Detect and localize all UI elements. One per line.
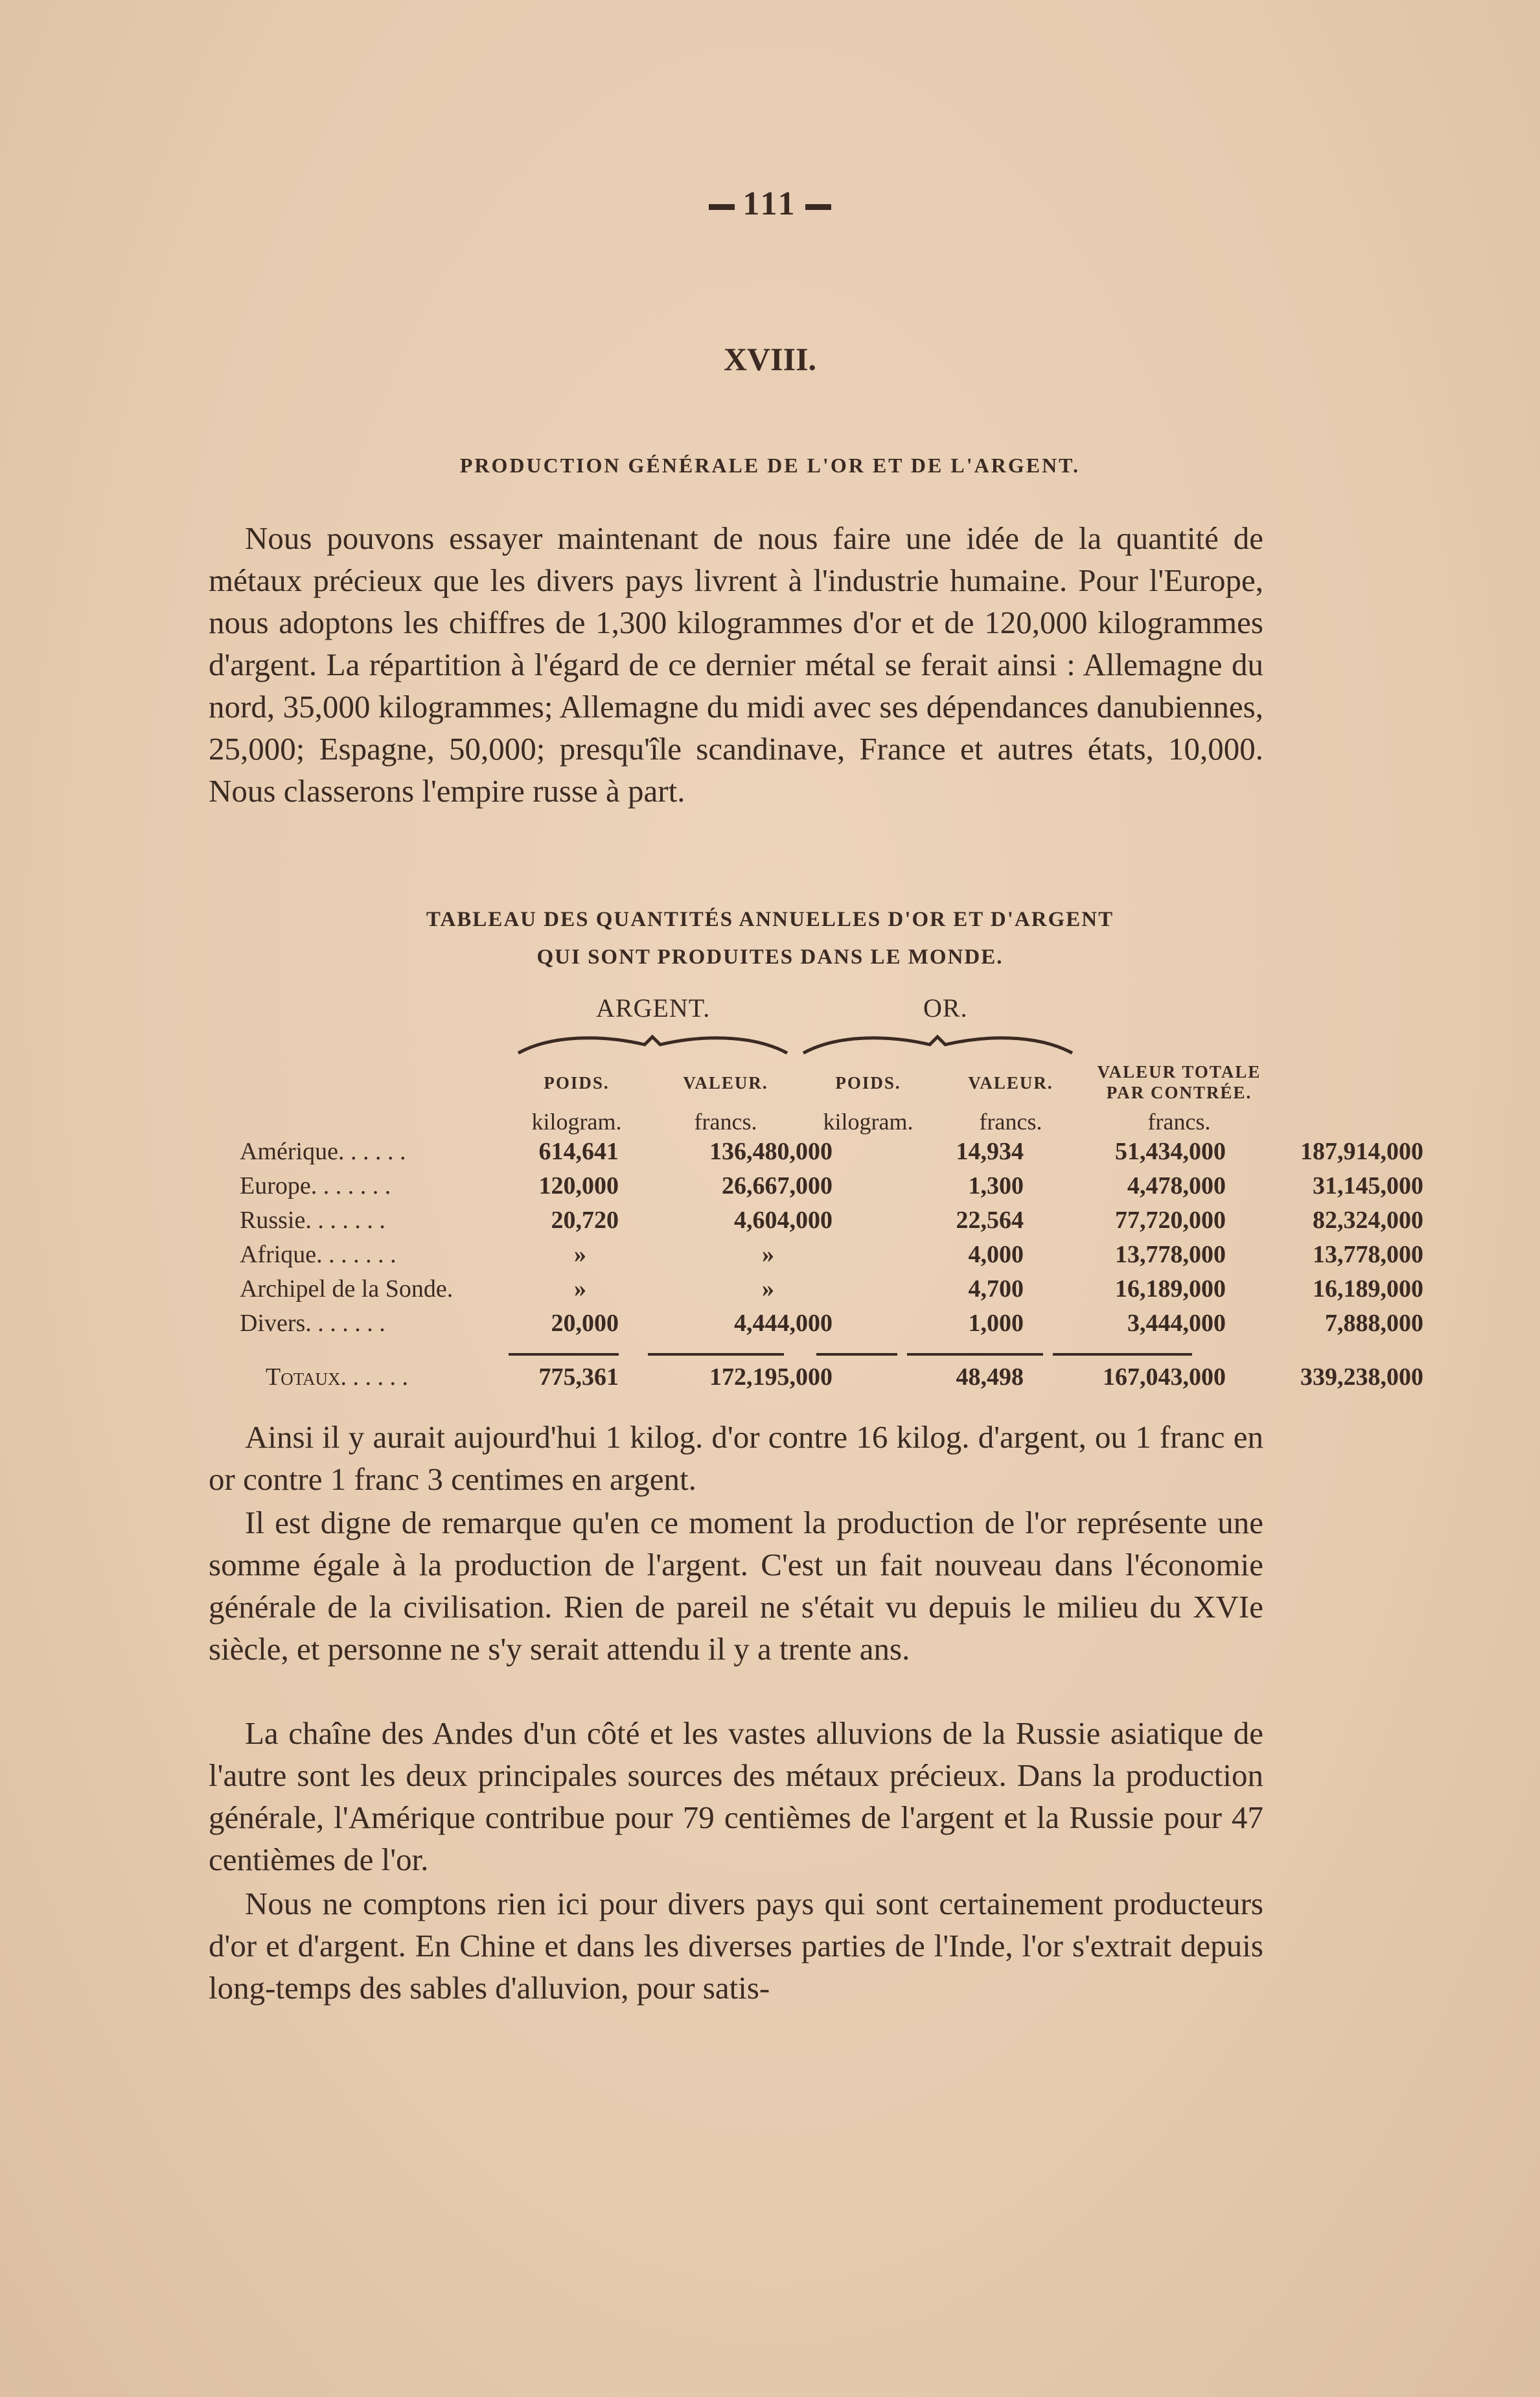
cell: 4,444,000 [734,1310,833,1337]
cell: 16,189,000 [1313,1275,1423,1303]
cell: 51,434,000 [1115,1138,1226,1165]
cell: 82,324,000 [1313,1207,1423,1234]
group-header-or: OR. [923,993,968,1023]
cell: » [762,1241,774,1268]
cell: 4,700 [968,1275,1024,1303]
total-cell: 339,238,000 [1300,1363,1423,1391]
cell: 13,778,000 [1115,1241,1226,1268]
cell: 4,478,000 [1127,1172,1226,1199]
cell: 136,480,000 [709,1138,833,1165]
row-label: Divers. . . . . . . [240,1310,385,1337]
total-rule [509,1353,619,1356]
row-label: Europe. . . . . . . [240,1172,391,1199]
section-number: XVIII. [723,341,817,377]
total-cell: 167,043,000 [1103,1363,1226,1391]
table-caption [0,901,1540,976]
column-unit: francs. [694,1109,757,1135]
cell: 3,444,000 [1127,1310,1226,1337]
page-number-text: 111 [742,185,798,222]
brace-ornament [800,1030,1075,1056]
total-cell: 775,361 [538,1363,619,1391]
cell: 1,300 [968,1172,1024,1199]
column-unit: francs. [979,1109,1042,1135]
cell: 20,720 [551,1207,619,1234]
paragraph [209,1882,1263,2009]
row-label: Russie. . . . . . . [240,1207,385,1234]
total-rule [648,1353,784,1356]
cell: 4,000 [968,1241,1024,1268]
paragraph-text: Il est digne de remarque qu'en ce moment la production de l'or représente une somme égale à la production de l'argent. C'est un fait nouveau dans l'économie générale de la civilisation. Rien de pareil ne s'était vu depuis le milieu du XVIe siècle, et personne ne s'y serait attendu il y a trente ans. [209,1505,1263,1667]
cell: 14,934 [956,1138,1024,1165]
cell: 120,000 [538,1172,619,1199]
paragraph [209,1416,1263,1500]
table-caption-line-2: QUI SONT PRODUITES DANS LE MONDE. [536,945,1004,969]
column-header: VALEUR. [968,1073,1053,1093]
column-unit: kilogram. [531,1109,622,1135]
totals-label: Totaux. . . . . . [266,1363,409,1391]
cell: » [574,1275,586,1303]
row-label: Amérique. . . . . . [240,1138,406,1165]
page-number [0,185,1540,223]
cell: 26,667,000 [722,1172,833,1199]
dash-ornament [805,204,831,210]
cell: 1,000 [968,1310,1024,1337]
column-header: VALEUR. [683,1073,768,1093]
cell: 7,888,000 [1325,1310,1423,1337]
cell: 4,604,000 [734,1207,833,1234]
cell: 20,000 [551,1310,619,1337]
total-rule [1053,1353,1192,1356]
cell: 31,145,000 [1313,1172,1423,1199]
total-cell: 48,498 [956,1363,1024,1391]
column-unit: kilogram. [823,1109,914,1135]
cell: » [574,1241,586,1268]
paragraph-text: La chaîne des Andes d'un côté et les vastes alluvions de la Russie asiatique de l'autre sont les deux principales sources des métaux précieux. Dans la production générale, l'Amérique contribue pour 79 centièmes de l'argent et la Russie pour 47 centièmes de l'or. [209,1715,1263,1877]
paragraph [209,1712,1263,1881]
row-label: Afrique. . . . . . . [240,1241,396,1268]
total-rule [907,1353,1043,1356]
paragraph [209,517,1263,812]
column-header: POIDS. [835,1073,901,1093]
cell: 22,564 [956,1207,1024,1234]
total-rule [816,1353,897,1356]
cell: 77,720,000 [1115,1207,1226,1234]
column-unit: francs. [1147,1109,1211,1135]
total-cell: 172,195,000 [709,1363,833,1391]
table-caption-line-1: TABLEAU DES QUANTITÉS ANNUELLES D'OR ET D'ARGENT [426,908,1114,931]
cell: 13,778,000 [1313,1241,1423,1268]
cell: » [762,1275,774,1303]
cell: 614,641 [538,1138,619,1165]
brace-ornament [515,1030,790,1056]
paragraph-text: Nous ne comptons rien ici pour divers pays qui sont certainement producteurs d'or et d'argent. En Chine et dans les diverses parties de l'Inde, l'or s'extrait depuis long-temps des sables d'alluvion, pour satis- [209,1886,1263,2006]
paragraph [209,1501,1263,1670]
group-header-argent: ARGENT. [596,993,711,1023]
cell: 16,189,000 [1115,1275,1226,1303]
column-header-total: VALEUR TOTALE PAR CONTRÉE. [1097,1062,1261,1102]
row-label: Archipel de la Sonde. [240,1275,454,1303]
dash-ornament [709,204,735,210]
paragraph-text: Ainsi il y aurait aujourd'hui 1 kilog. d'or contre 16 kilog. d'argent, ou 1 franc en or contre 1 franc 3 centimes en argent. [209,1419,1263,1497]
paragraph-text: Nous pouvons essayer maintenant de nous faire une idée de la quantité de métaux précieux que les divers pays livrent à l'industrie humaine. Pour l'Europe, nous adoptons les chiffres de 1,300 kilogrammes d'or et de 120,000 kilogrammes d'argent. La répartition à l'égard de ce dernier métal se ferait ainsi : Allemagne du nord, 35,000 kilogrammes; Allemagne du midi avec ses dépendances danubiennes, 25,000; Espagne, 50,000; presqu'île scandinave, France et autres états, 10,000. Nous classerons l'empire russe à part. [209,520,1263,809]
column-header: POIDS. [544,1073,610,1093]
cell: 187,914,000 [1300,1138,1423,1165]
section-title: PRODUCTION GÉNÉRALE DE L'OR ET DE L'ARGENT. [459,454,1081,477]
